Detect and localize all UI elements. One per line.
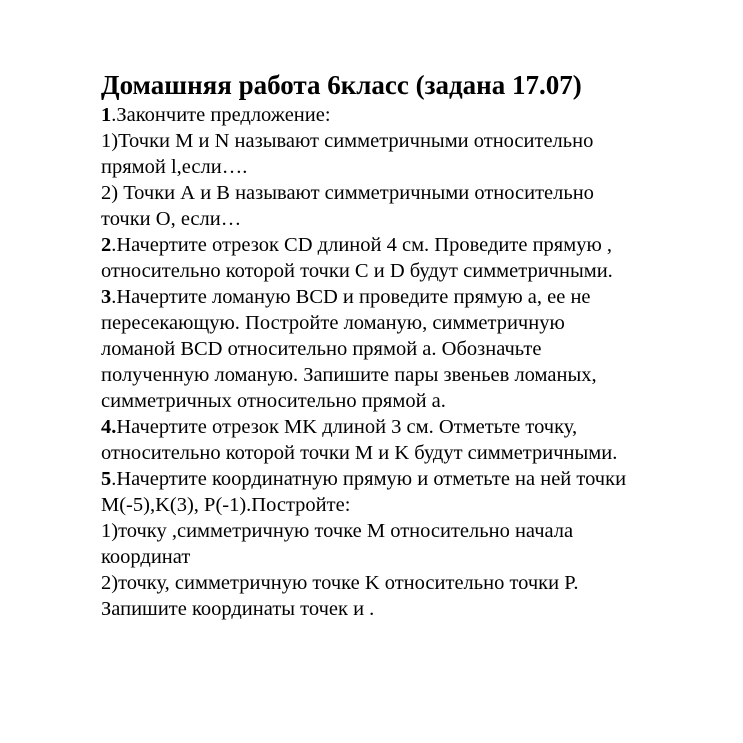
line-text: M(-5),K(3), P(-1).Постройте: xyxy=(101,494,351,516)
task-number: 3 xyxy=(101,286,112,308)
document-line xyxy=(101,232,721,258)
document-line xyxy=(101,284,721,310)
line-text: .Начертите отрезок CD длиной 4 см. Проведите прямую , xyxy=(111,234,613,256)
document-line xyxy=(101,102,721,128)
line-text: относительно которой точки C и D будут симметричными. xyxy=(101,260,613,282)
document-title: Домашняя работа 6класс (задана 17.07) xyxy=(101,70,582,100)
line-text: ломаной BCD относительно прямой a. Обозначьте xyxy=(101,338,542,360)
line-text: .Начертите координатную прямую и отметьте на ней точки xyxy=(111,468,627,490)
line-text: относительно которой точки M и K будут симметричными. xyxy=(101,442,618,464)
document-line xyxy=(101,596,721,622)
document-line xyxy=(101,258,721,284)
line-text: .Закончите предложение: xyxy=(111,104,331,126)
homework-document xyxy=(101,68,721,622)
line-text: прямой l,если…. xyxy=(101,156,248,178)
line-text: полученную ломаную. Запишите пары звеньев ломаных, xyxy=(101,364,597,386)
line-text: пересекающую. Постройте ломаную, симметричную xyxy=(101,312,565,334)
document-line xyxy=(101,492,721,518)
document-line xyxy=(101,440,721,466)
document-line xyxy=(101,154,721,180)
line-text: 2)точку, симметричную точке K относительно точки P. xyxy=(101,572,579,594)
document-line xyxy=(101,388,721,414)
task-number: 4. xyxy=(101,416,117,438)
document-line xyxy=(101,206,721,232)
task-number: 2 xyxy=(101,234,112,256)
document-line xyxy=(101,414,721,440)
line-text: координат xyxy=(101,546,191,568)
line-text: точки О, если… xyxy=(101,208,242,230)
line-text: 2) Точки А и В называют симметричными относительно xyxy=(101,182,594,204)
document-line xyxy=(101,544,721,570)
line-text: 1)точку ,симметричную точке M относительно начала xyxy=(101,520,574,542)
line-text: симметричных относительно прямой a. xyxy=(101,390,446,412)
document-line xyxy=(101,570,721,596)
task-number: 5 xyxy=(101,468,112,490)
document-line xyxy=(101,466,721,492)
line-text: Запишите координаты точек и . xyxy=(101,598,375,620)
line-text: .Начертите ломаную BCD и проведите прямую a, ее не xyxy=(111,286,591,308)
document-line xyxy=(101,180,721,206)
document-line xyxy=(101,310,721,336)
document-line xyxy=(101,128,721,154)
document-line xyxy=(101,518,721,544)
document-line xyxy=(101,362,721,388)
line-text: 1)Точки M и N называют симметричными относительно xyxy=(101,130,594,152)
task-number: 1 xyxy=(101,104,112,126)
line-text: Начертите отрезок MK длиной 3 см. Отметьте точку, xyxy=(116,416,578,438)
document-line xyxy=(101,336,721,362)
